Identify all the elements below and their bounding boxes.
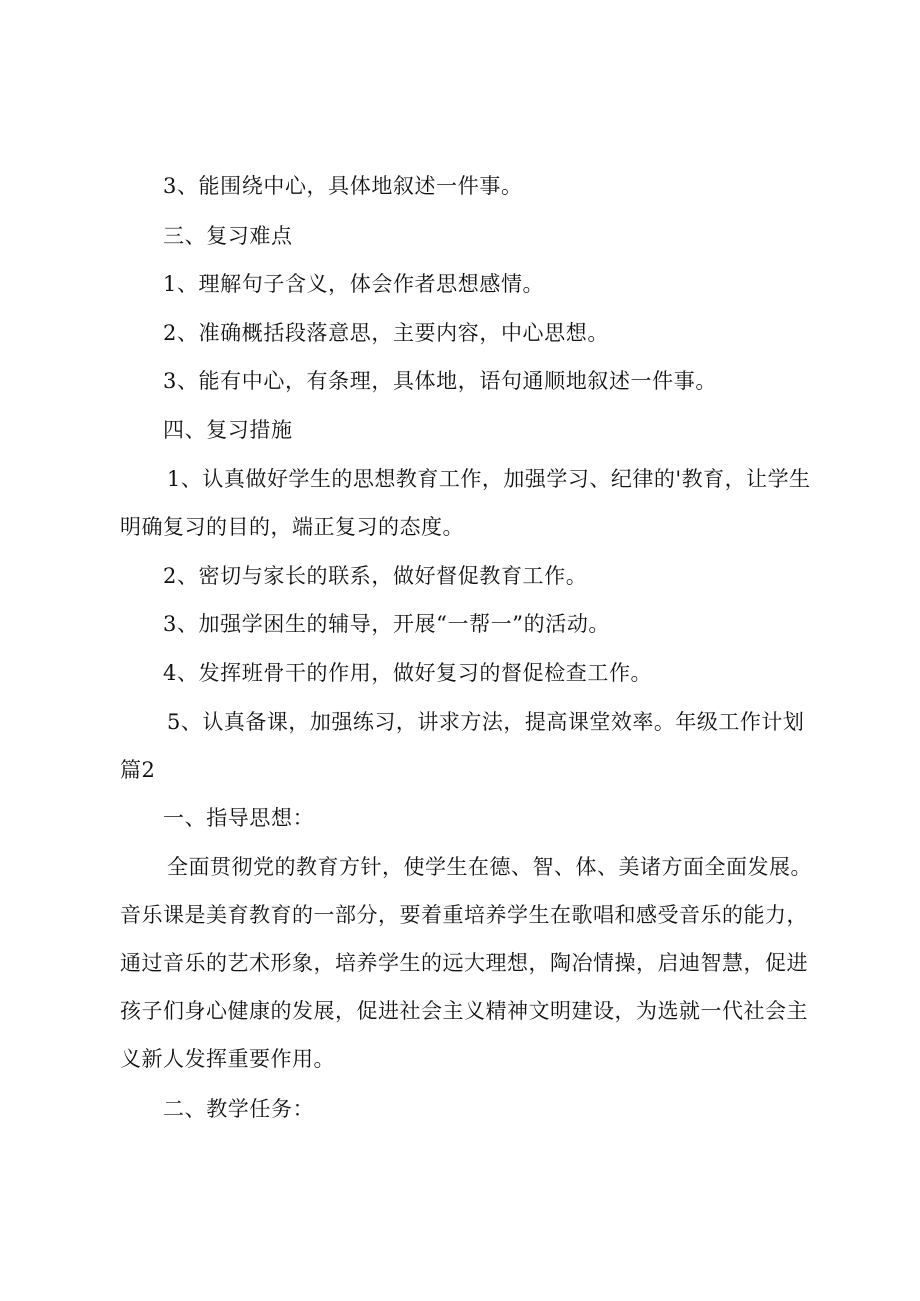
goal-item-3: 3、能围绕中心，具体地叙述一件事。 — [163, 174, 523, 198]
difficulty-item-2: 2、准确概括段落意思，主要内容，中心思想。 — [163, 321, 609, 345]
measure-item-1: 1、认真做好学生的思想教育工作，加强学习、纪律的'教育，让学生明确复习的目的，端正复习的态度。 — [120, 467, 811, 539]
section-heading-difficulties: 三、复习难点 — [163, 224, 293, 248]
difficulty-item-3: 3、能有中心，有条理，具体地，语句通顺地叙述一件事。 — [163, 369, 717, 393]
measure-item-2: 2、密切与家长的联系，做好督促教育工作。 — [163, 564, 588, 588]
section-heading-measures: 四、复习措施 — [163, 418, 293, 442]
measure-item-5: 5、认真备课，加强练习，讲求方法，提高课堂效率。年级工作计划篇2 — [120, 710, 805, 782]
measure-item-4: 4、发挥班骨干的作用，做好复习的督促检查工作。 — [163, 661, 653, 685]
section-heading-teaching-tasks: 二、教学任务： — [163, 1097, 315, 1121]
guiding-ideology-paragraph: 全面贯彻党的教育方针，使学生在德、智、体、美诸方面全面发展。音乐课是美育教育的一部分，要着重培养学生在歌唱和感受音乐的能力，通过音乐的艺术形象，培养学生的远大理想，陶冶情操，启迪智慧，促进孩子们身心健康的发展，促进社会主义精神文明建设，为选就一代社会主义新人发挥重要作用。 — [120, 855, 812, 1071]
section-heading-guiding-ideology: 一、指导思想： — [163, 806, 315, 830]
measure-item-3: 3、加强学困生的辅导，开展“一帮一”的活动。 — [163, 612, 611, 636]
difficulty-item-1: 1、理解句子含义，体会作者思想感情。 — [163, 272, 545, 296]
